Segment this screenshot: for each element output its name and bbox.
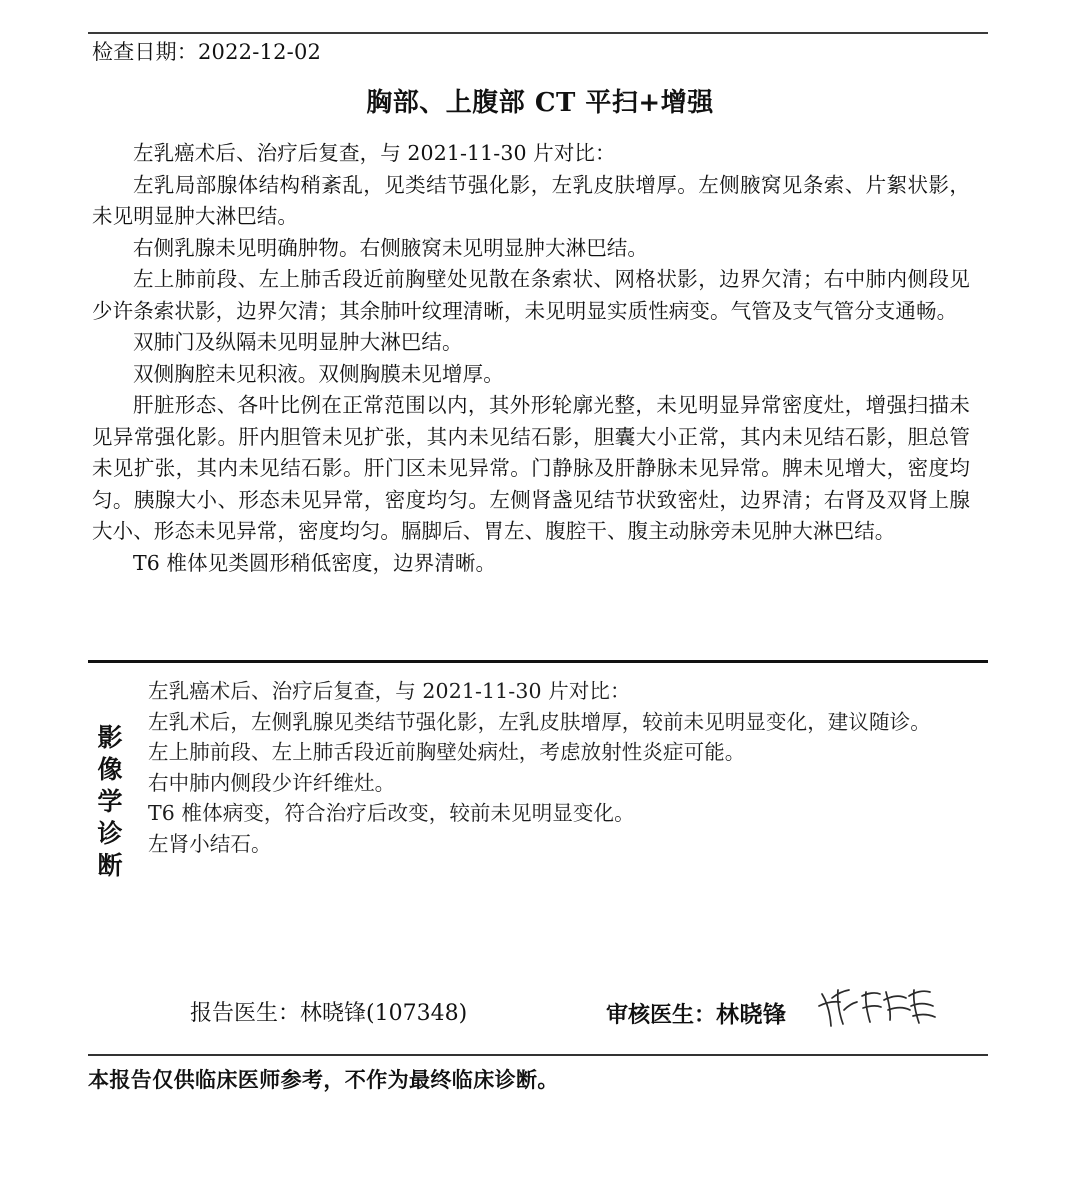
diagnosis-label-char: 影 xyxy=(97,723,123,752)
diagnosis-label-char: 诊 xyxy=(97,819,123,848)
exam-date: 检查日期：2022-12-02 xyxy=(92,40,322,64)
footer-disclaimer: 本报告仅供临床医师参考，不作为最终临床诊断。 xyxy=(88,1067,559,1092)
findings-paragraph: 左乳癌术后、治疗后复查，与 2021-11-30 片对比： xyxy=(133,141,616,165)
divider-top xyxy=(88,32,988,34)
divider-footer xyxy=(88,1054,988,1056)
diagnosis-line: 左乳术后，左侧乳腺见类结节强化影，左乳皮肤增厚，较前未见明显变化，建议随诊。 xyxy=(148,709,931,734)
diagnosis-line: T6 椎体病变，符合治疗后改变，较前未见明显变化。 xyxy=(148,801,635,825)
reviewing-doctor xyxy=(606,996,787,1029)
diagnosis-line: 左上肺前段、左上肺舌段近前胸壁处病灶，考虑放射性炎症可能。 xyxy=(148,740,746,764)
diagnosis-line: 右中肺内侧段少许纤维灶。 xyxy=(148,770,396,795)
reporting-doctor: 报告医生：林晓锋(107348) xyxy=(190,1001,468,1026)
handwritten-signature-icon xyxy=(818,980,938,1038)
divider-diagnosis xyxy=(88,660,988,663)
reviewing-doctor-name: 林晓锋 xyxy=(716,1001,787,1028)
findings-paragraph: 双肺门及纵隔未见明显肿大淋巴结。 xyxy=(133,330,463,354)
diagnosis-section xyxy=(148,676,968,859)
diagnosis-vertical-label xyxy=(93,722,127,882)
findings-paragraph: 左上肺前段、左上肺舌段近前胸壁处见散在条索状、网格状影，边界欠清；右中肺内侧段见少许条索状影，边界欠清；其余肺叶纹理清晰，未见明显实质性病变。气管及支气管分支通畅。 xyxy=(92,267,970,323)
diagnosis-label-char: 断 xyxy=(97,851,123,880)
page-title: 胸部、上腹部 CT 平扫+增强 xyxy=(366,88,714,118)
findings-section xyxy=(92,138,970,579)
diagnosis-label-char: 像 xyxy=(97,755,123,784)
findings-paragraph: T6 椎体见类圆形稍低密度，边界清晰。 xyxy=(133,550,497,575)
cut-off-header-row xyxy=(88,0,988,8)
diagnosis-line: 左乳癌术后、治疗后复查，与 2021-11-30 片对比： xyxy=(148,679,631,703)
reviewing-doctor-label: 审核医生： xyxy=(606,1002,717,1028)
diagnosis-label-char: 学 xyxy=(97,787,123,816)
findings-paragraph: 双侧胸腔未见积液。双侧胸膜未见增厚。 xyxy=(133,361,504,386)
findings-paragraph: 左乳局部腺体结构稍紊乱，见类结节强化影，左乳皮肤增厚。左侧腋窝见条索、片絮状影，未见明显肿大淋巴结。 xyxy=(92,172,970,228)
findings-paragraph: 肝脏形态、各叶比例在正常范围以内，其外形轮廓光整，未见明显异常密度灶，增强扫描未见异常强化影。肝内胆管未见扩张，其内未见结石影，胆囊大小正常，其内未见结石影，胆总管未见扩张，其内未见结石影。肝门区未见异常。门静脉及肝静脉未见异常。脾未见增大，密度均匀。胰腺大小、形态未见异常，密度均匀。左侧肾盏见结节状致密灶，边界清；右肾及双肾上腺大小、形态未见异常，密度均匀。膈脚后、胃左、腹腔干、腹主动脉旁未见肿大淋巴结。 xyxy=(92,393,970,543)
diagnosis-line: 左肾小结石。 xyxy=(148,831,272,856)
findings-paragraph: 右侧乳腺未见明确肿物。右侧腋窝未见明显肿大淋巴结。 xyxy=(133,235,648,260)
